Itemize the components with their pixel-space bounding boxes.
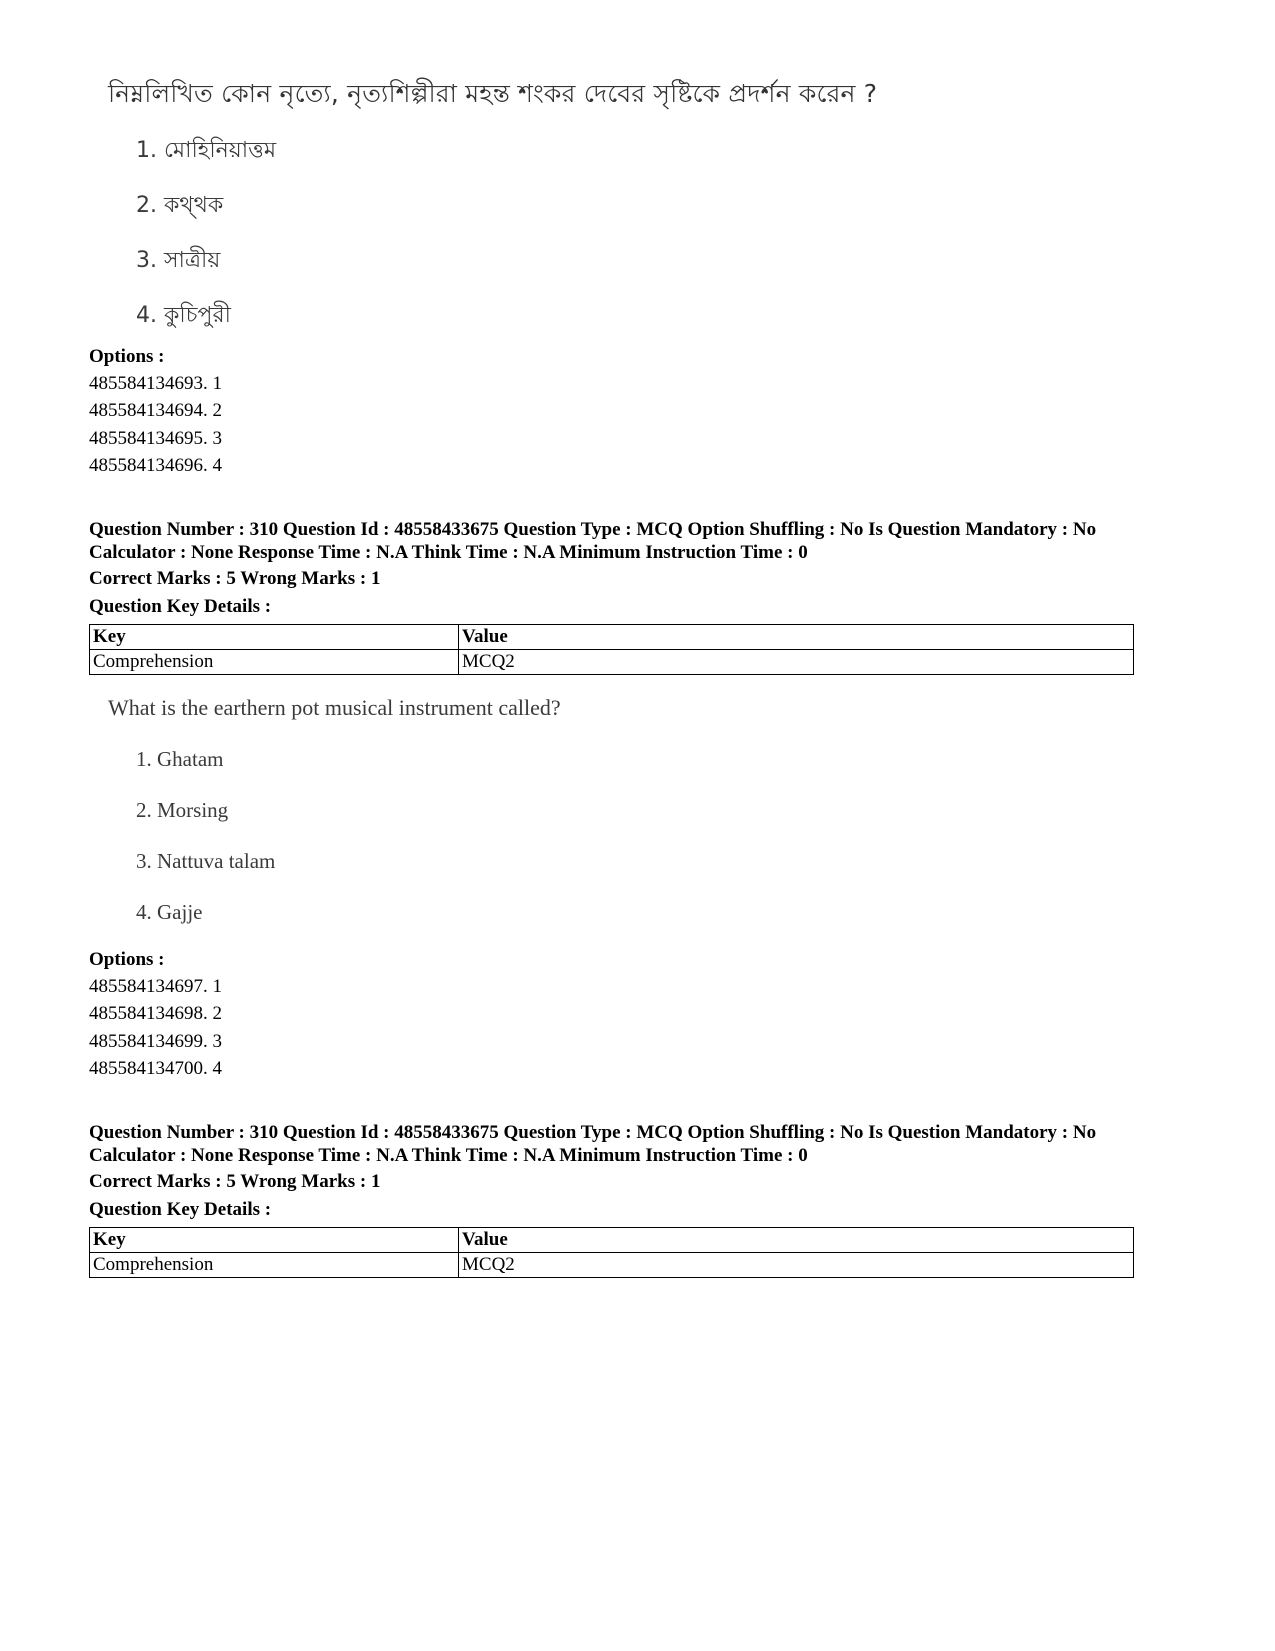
table-row: [90, 1253, 1134, 1278]
option-id-row: 485584134698. 2: [89, 1003, 222, 1024]
option-id-row: 485584134695. 3: [89, 428, 222, 449]
question-meta: Question Number : 310 Question Id : 48558433675 Question Type : MCQ Option Shuffling : No Is Question Mandatory : No Calculator : None Response Time : N.A Think Time : N.A Minimum Instruction Time : 0: [89, 1122, 1097, 1166]
choice-item: 4. Gajje: [136, 900, 203, 924]
marks-line: Correct Marks : 5 Wrong Marks : 1: [89, 1171, 381, 1192]
choice-item: 3. Nattuva talam: [136, 849, 276, 873]
option-id-row: 485584134693. 1: [89, 373, 222, 394]
option-id-row: 485584134699. 3: [89, 1031, 222, 1052]
table-cell-key: Comprehension: [90, 1253, 459, 1278]
question-text: What is the earthern pot musical instrument called?: [108, 695, 561, 720]
option-id-row: 485584134696. 4: [89, 455, 222, 476]
key-details-table: [89, 1227, 1134, 1278]
question-text: নিম্নলিখিত কোন নৃত্যে, নৃত্যশিল্পীরা মহন্ত শংকর দেবের সৃষ্টিকে প্রদর্শন করেন ?: [108, 79, 878, 108]
key-details-table: [89, 624, 1134, 675]
option-id-row: 485584134697. 1: [89, 976, 222, 997]
question-meta: Question Number : 310 Question Id : 48558433675 Question Type : MCQ Option Shuffling : No Is Question Mandatory : No Calculator : None Response Time : N.A Think Time : N.A Minimum Instruction Time : 0: [89, 519, 1097, 563]
table-row: [90, 650, 1134, 675]
table-cell-key: Comprehension: [90, 650, 459, 675]
choice-item: 4. কুচিপুরী: [136, 303, 231, 328]
marks-line: Correct Marks : 5 Wrong Marks : 1: [89, 568, 381, 589]
choice-item: 2. Morsing: [136, 798, 229, 822]
key-details-label: Question Key Details :: [89, 596, 272, 617]
table-header-key: Key: [90, 1228, 459, 1253]
table-header-row: [90, 625, 1134, 650]
choice-item: 1. মোহিনিয়াত্তম: [136, 138, 277, 163]
choice-item: 1. Ghatam: [136, 747, 224, 771]
table-cell-value: MCQ2: [459, 1253, 1134, 1278]
options-label: Options :: [89, 949, 165, 970]
option-id-row: 485584134700. 4: [89, 1058, 222, 1079]
option-id-row: 485584134694. 2: [89, 400, 222, 421]
options-label: Options :: [89, 346, 165, 367]
table-header-value: Value: [459, 1228, 1134, 1253]
table-header-value: Value: [459, 625, 1134, 650]
choice-item: 3. সাত্রীয়: [136, 248, 221, 273]
choice-item: 2. কথ্থক: [136, 193, 224, 218]
table-cell-value: MCQ2: [459, 650, 1134, 675]
table-header-key: Key: [90, 625, 459, 650]
key-details-label: Question Key Details :: [89, 1199, 272, 1220]
table-header-row: [90, 1228, 1134, 1253]
